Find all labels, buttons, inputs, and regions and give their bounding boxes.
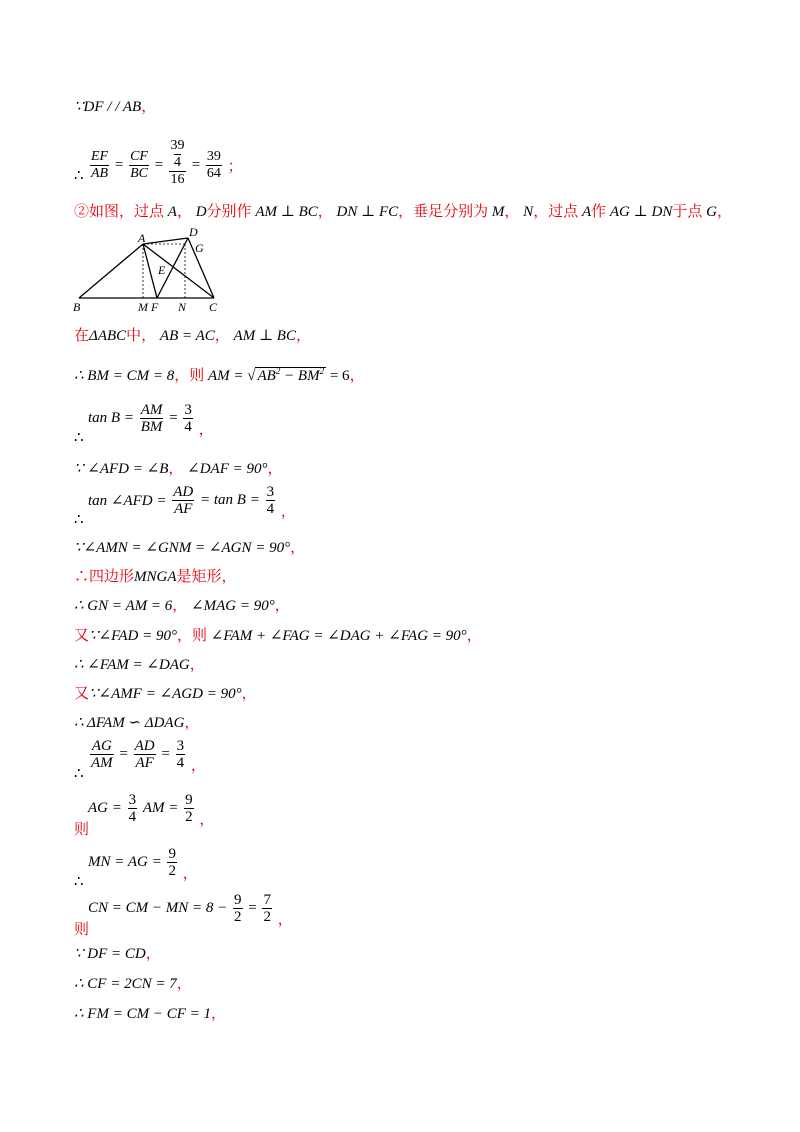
frac-num: 9 [168,846,176,862]
text: 则 [74,822,90,838]
text: 又 [74,686,90,702]
math: tan B = [88,410,134,426]
frac-den: 64 [206,165,221,181]
text: ， [199,812,215,828]
math: ∴ ΔFAM ∽ ΔDAG [74,715,185,731]
line-1 [74,95,156,116]
line-15 [74,711,199,732]
math: AG = [88,800,122,816]
line-10 [74,565,237,586]
text: 在 [74,328,90,344]
ratio-expression: $\frac{EF}{AB}$ = $\frac{CF}{BC}$ = 39 4 16 = $\frac{39}{64}$ ； [91,138,243,187]
text: ， [211,1006,227,1022]
text: ，过点 [533,204,579,220]
text: ， [176,204,192,220]
math: M [491,204,505,220]
text: ， [176,976,192,992]
math: ∵∠AMN = ∠GNM = ∠AGN = 90° [74,540,291,556]
frac-num: 9 [234,892,242,908]
line-22 [74,1002,226,1023]
text: ， [168,461,184,477]
text: ， [716,204,732,220]
frac-num: 39 [206,148,221,164]
text: ， [280,504,296,520]
math: A [167,204,177,220]
text: ， [267,461,283,477]
line-3 [74,200,732,221]
frac-num: 3 [266,484,275,500]
line-11 [74,594,290,615]
text: ， [295,328,311,344]
math: A [581,204,592,220]
line-4 [74,324,311,345]
math: ∵ DF = CD [74,946,146,962]
label-c: C [209,300,218,314]
line-21 [74,972,192,993]
frac-num: 3 [128,792,137,808]
math: ∵∠AMF = ∠AGD = 90° [89,686,242,702]
math: N [523,204,534,220]
frac-num: CF [130,148,148,164]
frac-num: 7 [263,892,271,908]
label-n: N [178,300,187,314]
frac-den: BM [140,419,163,435]
frac-num: AD [173,484,194,500]
frac-den: 2 [234,909,242,925]
math: ∴ ∠FAM = ∠DAG [74,657,190,673]
text: ， [189,657,205,673]
math: = tan B = [200,492,260,508]
text: ，垂足分别为 [398,204,489,220]
text: 则 [74,922,90,938]
text: ， [190,758,206,774]
text: ， [172,598,188,614]
frac-den: 4 [184,419,192,435]
frac-den: 2 [185,809,193,825]
math: AG ⊥ DN [609,204,673,220]
math-text: ∵DF / / AB [74,99,142,115]
math: ∠MAG = 90° [191,598,275,614]
text: ∴四边形 [74,569,135,585]
text: ， [198,422,214,438]
frac-den: AB [91,165,109,181]
math: ∠DAF = 90° [187,461,268,477]
line-14 [74,682,257,703]
math: = 6 [329,368,350,384]
label-f: F [151,300,159,314]
frac-den: 16 [170,172,185,187]
geometry-figure [70,228,230,314]
frac-num: 9 [185,792,193,808]
line-5: ∴ BM = CM = 8，则 AM = √ $AB^2 - BM^2 = 6$， [74,366,365,384]
text: ， [241,686,257,702]
math: D [195,204,207,220]
math: AM ⊥ BC [255,204,318,220]
punct: ； [227,158,243,175]
therefore-symbol: ∴ [74,168,84,184]
math: MNGA [134,569,177,585]
label-g: G [195,241,204,255]
frac-num: AG [91,738,112,754]
text: ， [277,912,293,928]
text: ， [182,866,198,882]
text: ，则 [176,628,207,644]
frac-num: EF [91,148,109,164]
text: ， [214,328,230,344]
text: ， [145,946,161,962]
text: ， [274,598,290,614]
math: ∴ CF = 2CN = 7 [74,976,177,992]
frac-num: AD [134,738,155,754]
frac-den: 4 [176,755,185,771]
text: ②如图，过点 [74,204,165,220]
punct: ， [141,99,157,115]
text: ， [466,628,482,644]
segment-af [143,244,157,298]
text: ， [349,368,365,384]
text: 中， [126,328,157,344]
frac-den: BC [130,165,148,181]
math: AB = AC [159,328,215,344]
frac-num: 3 [176,738,185,754]
segment-ad [143,238,188,244]
line-7 [74,457,283,478]
math: CN = CM − MN = 8 − [88,900,228,916]
label-d: D [189,228,198,239]
label-e: E [158,263,166,277]
text: 分别作 [206,204,252,220]
frac-den: AF [135,755,154,771]
text: 作 [591,204,607,220]
math: MN = AG = [88,854,162,870]
line-13 [74,653,205,674]
math: − BM [280,368,320,384]
math: ΔABC [89,328,127,344]
math: ∴ BM = CM = 8 [74,368,175,384]
math: AM = [207,368,244,384]
math: G [706,204,717,220]
text: 又 [74,628,90,644]
text: ， [504,204,520,220]
text: ， [184,715,200,731]
math: ∴ FM = CM − CF = 1 [74,1006,211,1022]
nested-num: 39 [170,138,185,153]
math: ∵ ∠AFD = ∠B [74,461,169,477]
label-m: M [138,300,148,314]
math: AM = [142,800,179,816]
nested-den: 4 [173,155,181,170]
frac-den: 2 [263,909,271,925]
sqrt-expr: $AB^2 - BM^2$ [257,366,325,384]
frac-den: 4 [128,809,137,825]
text: ，则 [174,368,205,384]
text: 是矩形， [176,569,237,585]
label-a: A [138,231,146,245]
label-b: B [73,300,81,314]
frac-den: AM [91,755,113,771]
line-12 [74,624,482,645]
math: AB [257,368,276,384]
frac-den: 4 [266,501,275,517]
math: ∠FAM + ∠FAG = ∠DAG + ∠FAG = 90° [210,628,467,644]
frac-num: AM [140,402,163,418]
math: tan ∠AFD = [88,493,167,509]
line-9 [74,536,305,557]
text: ， [317,204,333,220]
math: ∵∠FAD = 90° [89,628,177,644]
text: ， [290,540,306,556]
math: AM ⊥ BC [233,328,296,344]
line-20 [74,942,161,963]
math: ∴ GN = AM = 6 [74,598,173,614]
frac-den: 2 [168,863,176,879]
frac-num: 3 [184,402,192,418]
text: 于点 [672,204,703,220]
segment-ab [79,244,143,298]
math: DN ⊥ FC [336,204,399,220]
frac-den: AF [174,501,193,517]
